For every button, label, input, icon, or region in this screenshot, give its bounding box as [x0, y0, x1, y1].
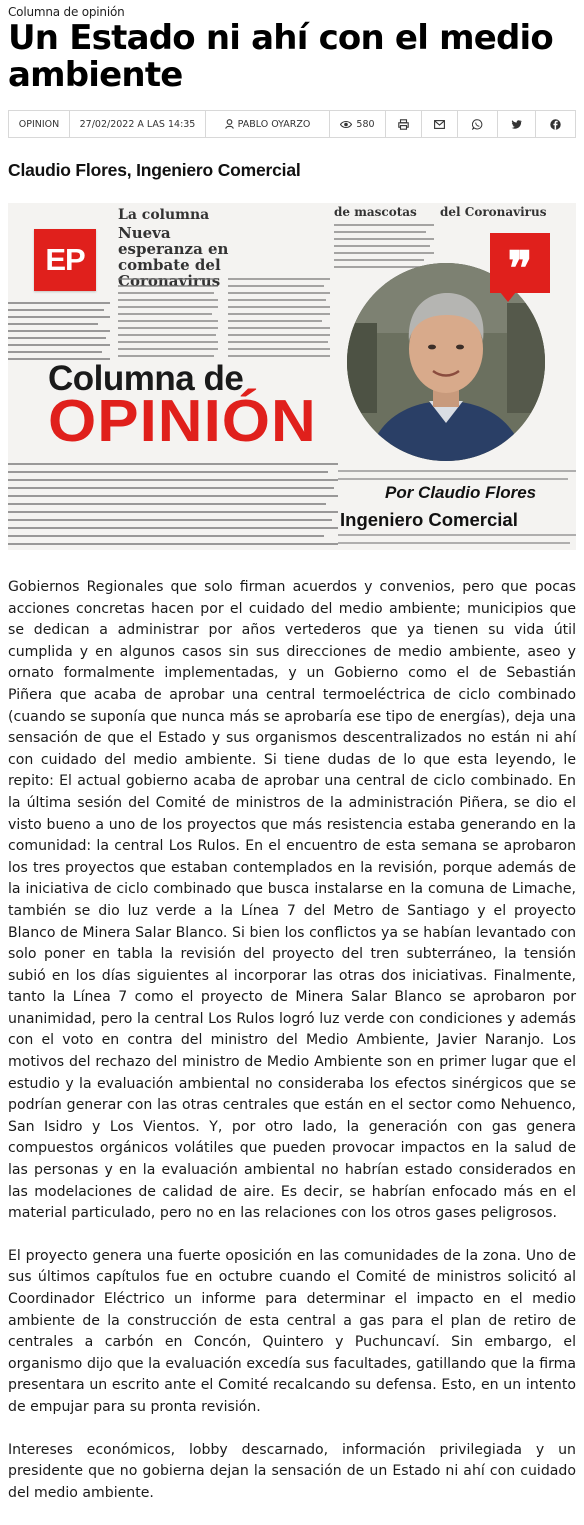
newspaper-column-texture: [8, 299, 110, 363]
whatsapp-icon: [472, 119, 483, 130]
ep-logo: EP: [34, 229, 96, 291]
facebook-icon: [550, 119, 561, 130]
quote-badge-tail: [500, 292, 516, 302]
quote-badge: [490, 233, 550, 293]
quote-icon: ❞: [507, 241, 533, 295]
views-label: 580: [356, 118, 375, 130]
banner-heading: Columna de: [48, 359, 244, 398]
banner-author-role: Ingeniero Comercial: [340, 509, 518, 530]
publish-date: [70, 111, 206, 137]
date-label: 27/02/2022 A LAS 14:35: [79, 118, 196, 130]
newspaper-column-texture: [118, 275, 330, 361]
section-kicker[interactable]: Columna de opinión: [8, 5, 125, 19]
newspaper-column-texture: [334, 221, 434, 269]
mail-icon: [434, 120, 445, 129]
category-label[interactable]: OPINION: [18, 118, 60, 130]
newspaper-head-2: Nueva esperanza en combate del Coronavirus: [118, 224, 229, 290]
newspaper-column-texture: [338, 465, 576, 550]
print-icon: [398, 119, 409, 130]
article-body: [8, 577, 576, 1525]
newspaper-head-4: del Coronavirus: [440, 205, 547, 219]
banner-author-name: Por Claudio Flores: [385, 483, 537, 502]
user-icon: [225, 119, 234, 129]
article-paragraph: Intereses económicos, lobby descarnado, información privilegiada y un presidente que no gobierna dejan la sensación de un Estado ni ahí con cuidado del medio ambiente.: [8, 1441, 576, 1501]
newspaper-head-3: de mascotas: [334, 205, 417, 219]
article-paragraph: El proyecto genera una fuerte oposición en las comunidades de la zona. Uno de sus últimos capítulos fue en octubre cuando el Comité de ministros solicitó al Coordinador Eléctrico un informe para determinar el impacto en el medio ambiente de la construcción de esta central a gas para el plan de retiro de centrales a carbón en Concón, Quintero y Puchuncaví. Sin embargo, el organismo dijo que la evaluación excedía sus facultades, gatillando que la firma presentara un escrito ante el Comité recalcando su defensa. Esto, en un intento de empujar para su pronta revisión.: [8, 1247, 576, 1415]
print-button[interactable]: [386, 111, 422, 137]
twitter-share-button[interactable]: [498, 111, 536, 137]
newspaper-column-texture: [8, 458, 338, 550]
article-meta-bar: [8, 110, 576, 138]
eye-icon: [340, 120, 352, 129]
banner-opinion-word: OPINIÓN: [48, 388, 317, 455]
author-label[interactable]: PABLO OYARZO: [237, 118, 311, 130]
twitter-icon: [511, 120, 522, 129]
email-share-button[interactable]: [422, 111, 458, 137]
category-link[interactable]: [8, 111, 70, 137]
views-count: [330, 111, 386, 137]
whatsapp-share-button[interactable]: [458, 111, 498, 137]
article-title: Un Estado ni ahí con el medio ambiente: [8, 18, 553, 95]
article-paragraph: Gobiernos Regionales que solo firman acuerdos y convenios, pero que pocas acciones concretas hacen por el cuidado del medio ambiente; municipios que se dedican a administrar por años vertederos que ya tienen su vida útil cumplida y en algunos casos sin sus direcciones de medio ambiente, aseo y ornato formalmente implementadas, y un Gobierno como el de Sebastián Piñera que acaba de aprobar una central termoeléctrica de ciclo combinado (cuando se suponía que nunca más se aprobaría ese tipo de energías), deja una sensación de que el Estado y sus organismos descentralizados no están ni ahí con cuidado del medio ambiente. Si tiene dudas de lo que esta leyendo, le repito: El actual gobierno acaba de aprobar una central de ciclo combinado. En la última sesión del Comité de ministros de la administración Piñera, se dio el visto bueno a uno de los proyectos que más resistencia estaba generando en la comunidad: la central Los Rulos. En el encuentro de esta semana se aprobaron los tres proyectos que estaban contemplados en la revisión, porque además de la iniciativa de ciclo combinado que busca instalarse en la comuna de Limache, también se dio luz verde a la Línea 7 del Metro de Santiago y el proyecto Blanco de Minera Salar Blanco. Si bien los conflictos ya se habían levantado con solo poner en tabla la revisión del proyecto del tren subterráneo, la tensión subió en los días siguientes al incorporar las otras dos iniciativas. Finalmente, tanto la Línea 7 como el proyecto de Minera Salar Blanco se aprobaron por unanimidad, pero la central Los Rulos logró luz verde con condiciones y además con el voto en contra del ministro del Medio Ambiente, Javier Naranjo. Los motivos del rechazo del ministro de Medio Ambiente son en primer lugar que el estudio y la evaluación ambiental no consideraba los efectos sinérgicos que se podrían generar con las otras centrales que están en el sector como Nehuenco, San Isidro y Los Vientos. Y, por otro lado, la generación con gas genera compuestos orgánicos volátiles que pueden provocar impactos en la salud de las personas y en la evaluación ambiental no habrían estado considerados en las modelaciones de calidad de aire. Es decir, se habrían enfocado más en el material particulado, pero no en las relaciones con los otros gases peligrosos.: [8, 579, 576, 1222]
byline: Claudio Flores, Ingeniero Comercial: [8, 160, 301, 180]
author-link[interactable]: [206, 111, 330, 137]
newspaper-head-1: La columna: [118, 207, 210, 223]
opinion-banner-image: [8, 203, 576, 550]
facebook-share-button[interactable]: [536, 111, 576, 137]
